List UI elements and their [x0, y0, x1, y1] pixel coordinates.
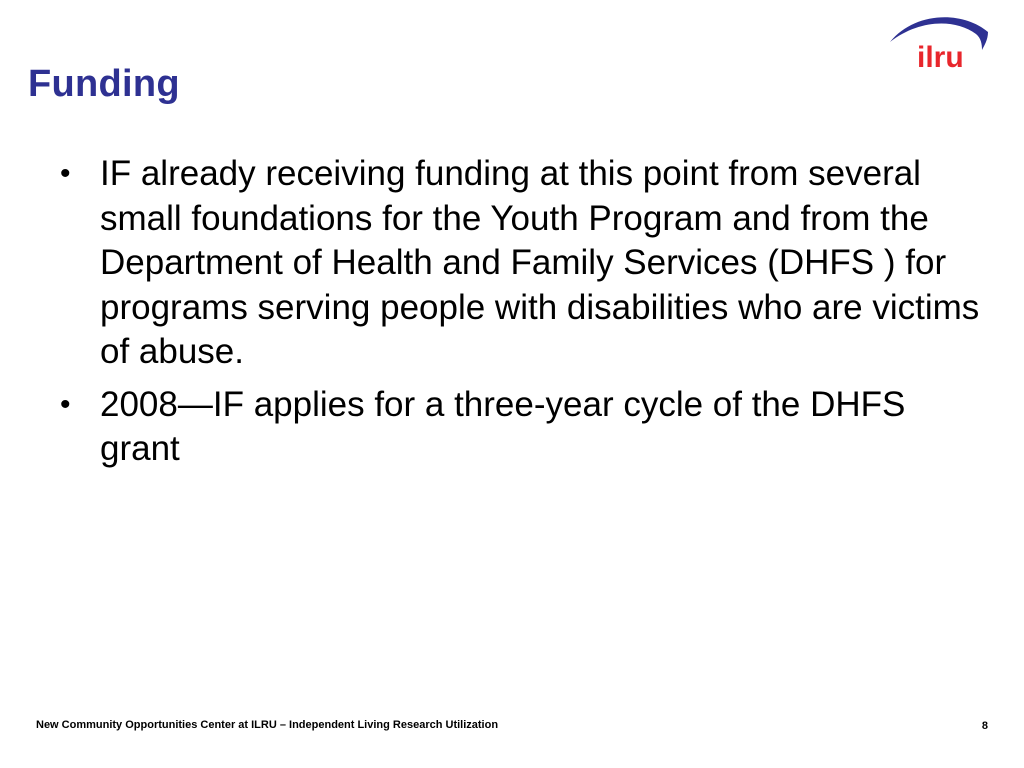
bullet-icon: • [60, 387, 71, 421]
bullet-text: 2008—IF applies for a three-year cycle of the DHFS grant [100, 384, 906, 468]
footer-text: New Community Opportunities Center at ILRU – Independent Living Research Utilization [36, 719, 499, 731]
bullet-icon: • [60, 157, 71, 190]
ilru-logo [884, 14, 994, 74]
bullet-text: IF already receiving funding at this point from several small foundations for the Youth Program and from the Department of Health and Family Services (DHFS ) for programs serving people with disabilities who are victims of abuse. [100, 154, 980, 371]
list-item [60, 383, 980, 472]
ilru-logo-graphic [884, 14, 994, 74]
slide-title: Funding [28, 63, 180, 105]
page-number: 8 [981, 720, 988, 732]
logo-text: ilru [917, 41, 964, 74]
bullet-list [60, 152, 980, 480]
list-item [60, 152, 980, 375]
